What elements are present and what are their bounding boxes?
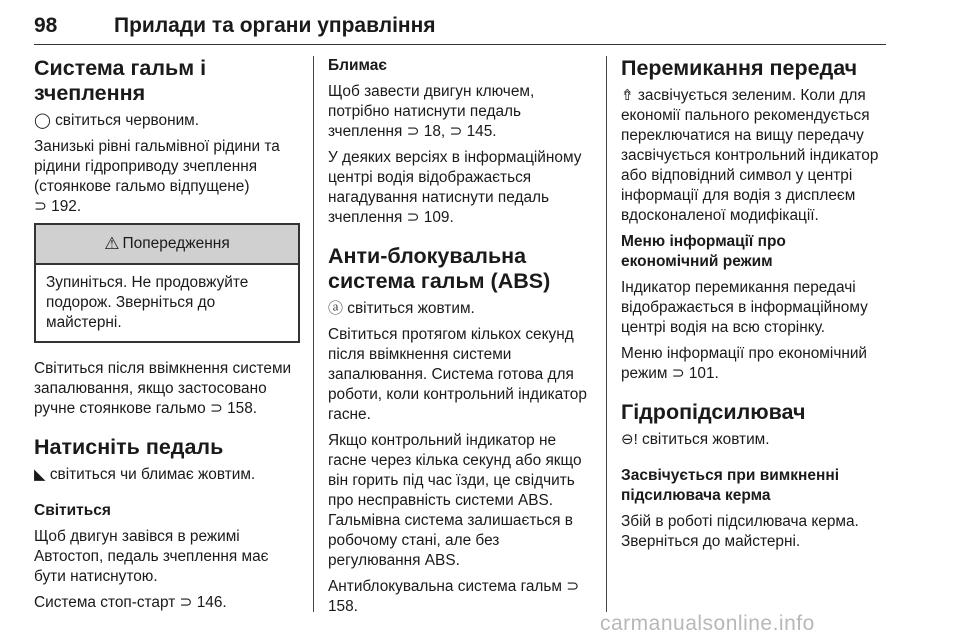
section-title-press-pedal: Натисніть педаль xyxy=(34,435,224,459)
shift-up-icon: ⇮ xyxy=(621,87,634,104)
subsection-title: Блимає xyxy=(328,57,387,74)
brake-warning-icon: ◯ xyxy=(34,112,51,129)
paragraph xyxy=(621,86,887,226)
subsection-title: Світиться xyxy=(34,502,111,519)
paragraph-text: засвічується зеленим. Коли для економії пального рекомендується переключатися на вищу передачу засвічується контрольний індикатор або відповідний символ у центрі інформації для водія з дисплеєм вдосконаленої модифікації. xyxy=(621,87,879,224)
abs-icon: ⓐ xyxy=(328,300,344,317)
paragraph-text: світиться жовтим. xyxy=(343,300,475,317)
running-title: Прилади та органи управління xyxy=(114,14,436,37)
paragraph: Індикатор перемикання передачі відображається в інформаційному центрі водія на всю сторінку. xyxy=(621,279,868,336)
column-divider xyxy=(606,56,607,612)
paragraph: Світиться протягом кількох секунд після ввімкнення системи запалювання. Система готова для роботи, коли контрольний індикатор гасне. xyxy=(328,326,587,423)
column-1 xyxy=(34,56,300,619)
paragraph: Щоб двигун завівся в режимі Автостоп, педаль зчеплення має бути натиснутою. xyxy=(34,528,269,585)
clutch-pedal-icon: ◣ xyxy=(34,466,46,483)
warning-title: Попередження xyxy=(122,235,230,252)
paragraph-text: світиться червоним. xyxy=(50,112,200,129)
paragraph: Збій в роботі підсилювача керма. Зверніться до майстерні. xyxy=(621,513,859,550)
paragraph xyxy=(34,137,300,217)
page-header xyxy=(34,10,886,45)
page-number: 98 xyxy=(34,14,58,37)
section-title-abs: Анти-блокувальна система гальм (ABS) xyxy=(328,244,551,293)
paragraph: Антиблокувальна система гальм ⊃ 158. xyxy=(328,578,580,615)
paragraph-text: Занизькі рівні гальмівної рідини та рідини гідроприводу зчеплення (стоянкове гальмо відпущене) xyxy=(34,138,280,195)
paragraph xyxy=(34,465,300,485)
column-3 xyxy=(621,56,887,558)
paragraph xyxy=(328,299,594,319)
warning-text: Зупиніться. Не продовжуйте подорож. Зверніться до майстерні. xyxy=(46,274,249,331)
paragraph: Меню інформації про економічний режим ⊃ 101. xyxy=(621,345,868,382)
subsection-title: Засвічується при вимкненні підсилювача керма xyxy=(621,467,840,504)
paragraph: Щоб завести двигун ключем, потрібно натиснути педаль зчеплення ⊃ 18, ⊃ 145. xyxy=(328,83,535,140)
section-title-gear-shift: Перемикання передач xyxy=(621,56,858,80)
warning-triangle-icon: ⚠ xyxy=(104,234,120,253)
section-title-brakes-clutch: Система гальм і зчеплення xyxy=(34,56,207,105)
column-divider xyxy=(313,56,314,612)
subsection-title: Меню інформації про економічний режим xyxy=(621,233,786,270)
power-steering-icon: ⊖! xyxy=(621,431,638,448)
section-title-power-steering: Гідропідсилювач xyxy=(621,400,806,424)
paragraph-text: світиться жовтим. xyxy=(637,431,770,448)
paragraph: У деяких версіях в інформаційному центрі водія відображається нагадування натиснути педаль зчеплення ⊃ 109. xyxy=(328,149,582,226)
page-reference: ⊃ 192. xyxy=(34,198,82,215)
warning-header xyxy=(36,225,298,265)
column-2 xyxy=(328,56,594,623)
watermark: carmanualsonline.info xyxy=(600,612,815,635)
paragraph: Світиться після ввімкнення системи запалювання, якщо застосовано ручне стоянкове гальмо ⊃ 158. xyxy=(34,360,292,417)
paragraph xyxy=(621,430,887,450)
paragraph-text: світиться чи блимає жовтим. xyxy=(45,466,256,483)
paragraph: Система стоп-старт ⊃ 146. xyxy=(34,594,227,611)
paragraph: Якщо контрольний індикатор не гасне через кілька секунд або якщо він горить під час їзди, це свідчить про несправність системи ABS. Гальмівна система залишається в робочому стані, але без регулювання ABS. xyxy=(328,432,582,569)
warning-box xyxy=(34,223,300,343)
paragraph xyxy=(34,111,300,131)
